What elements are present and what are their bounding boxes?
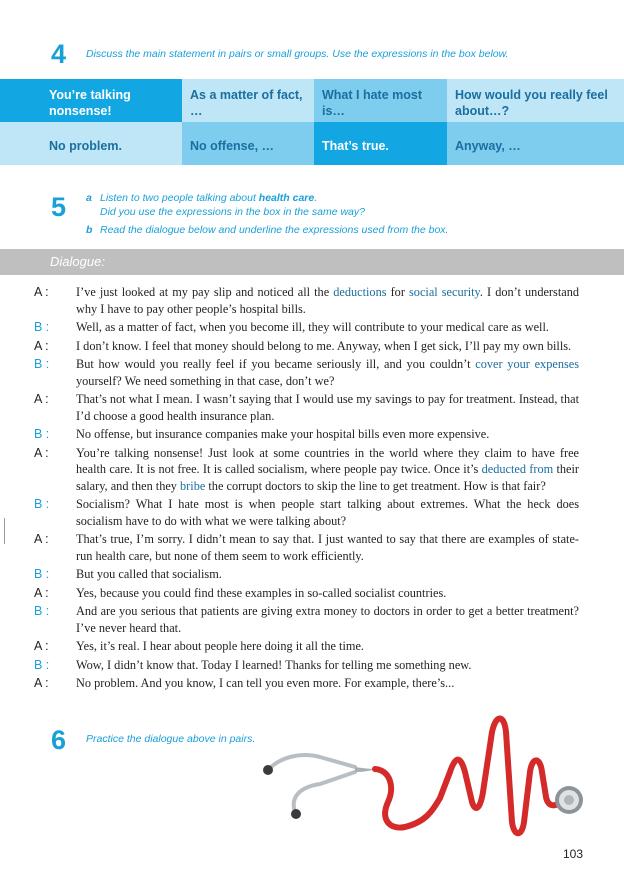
dialogue-line	[34, 657, 579, 674]
dialogue-fragment: Yes, it’s real. I hear about people here doing it all the time.	[76, 639, 364, 653]
instruction-text: Listen to two people talking about	[100, 192, 259, 204]
dialogue-text-line	[76, 496, 579, 529]
dialogue-line	[34, 566, 579, 583]
vocabulary-term: social security	[409, 285, 480, 299]
dialogue-line	[34, 675, 579, 692]
dialogue-text-line	[76, 603, 579, 636]
dialogue-text-line	[76, 585, 579, 602]
section-4-instruction: Discuss the main statement in pairs or small groups. Use the expressions in the box below.	[86, 48, 509, 60]
expression-cell: You’re talking nonsense!	[0, 79, 182, 122]
expression-cell: Anyway, …	[447, 122, 624, 165]
dialogue-line	[34, 531, 579, 564]
dialogue-line	[34, 391, 579, 424]
instruction-b	[86, 223, 448, 237]
section-6-instruction: Practice the dialogue above in pairs.	[86, 733, 256, 745]
dialogue-fragment: Wow, I didn’t know that. Today I learned! Thanks for telling me something new.	[76, 657, 472, 672]
speaker-label: B :	[34, 320, 50, 334]
dialogue-fragment: That’s not what I mean. I wasn’t saying that I would use my savings to pay for treatment. Instead, that I’d choose a good health insurance plan.	[76, 392, 579, 423]
vocabulary-term: cover your expenses	[475, 357, 579, 371]
instruction-a-continued	[86, 205, 448, 219]
expression-cell: How would you really feel about…?	[447, 79, 624, 122]
dialogue-line	[34, 603, 579, 636]
dialogue-fragment: That’s true, I’m sorry. I didn’t mean to say that. I just wanted to say that there are examples of state-run health care, but none of them seem to work efficiently.	[76, 532, 579, 563]
dialogue-text-line	[76, 566, 579, 583]
dialogue-text-line	[76, 531, 579, 564]
dialogue-fragment: the corrupt doctors to skip the line to get treatment. How is that fair?	[205, 478, 546, 493]
dialogue-fragment: I’ve just looked at my pay slip and noticed all the	[76, 285, 334, 299]
dialogue-fragment: You’re talking nonsense! Just look at some countries in the world where they claim to have free health care. It is not free. It is called socialism, where people pay twice. Once it’s	[76, 445, 579, 476]
dialogue-text	[34, 284, 579, 694]
section-number-6: 6	[51, 725, 67, 755]
dialogue-fragment: And are you serious that patients are giving extra money to doctors in order to get a better treatment? I’ve never heard that.	[76, 604, 579, 635]
instruction-a	[86, 191, 448, 205]
dialogue-line	[34, 496, 579, 529]
dialogue-text-line	[76, 338, 579, 355]
speaker-label: B :	[34, 357, 50, 371]
section-5-instructions	[86, 191, 448, 237]
dialogue-text-line	[76, 638, 579, 655]
dialogue-line	[34, 585, 579, 602]
expression-cell: As a matter of fact, …	[182, 79, 314, 122]
dialogue-label: Dialogue:	[50, 254, 105, 269]
dialogue-text-line	[76, 657, 579, 674]
speaker-label: B :	[34, 604, 50, 618]
speaker-label: A :	[34, 285, 49, 299]
section-number-5: 5	[51, 192, 67, 222]
dialogue-text-line	[76, 284, 579, 317]
stethoscope-heartbeat-icon	[260, 712, 590, 847]
dialogue-line	[34, 319, 579, 336]
dialogue-line	[34, 338, 579, 355]
instruction-text: .	[314, 192, 318, 204]
dialogue-fragment: for	[386, 285, 410, 299]
dialogue-line	[34, 638, 579, 655]
expression-cell: What I hate most is…	[314, 79, 447, 122]
dialogue-fragment: . I don’t understand why I have to pay other people’s hospital bills.	[76, 285, 579, 316]
dialogue-header-bar	[0, 249, 624, 275]
instruction-bold: health care	[258, 192, 315, 204]
speaker-label: A :	[34, 532, 49, 546]
vocabulary-term: deducted from	[481, 462, 554, 476]
speaker-label: B :	[34, 657, 50, 672]
dialogue-line	[34, 356, 579, 389]
section-number-4: 4	[51, 39, 67, 69]
speaker-label: B :	[34, 497, 50, 511]
speaker-label: A :	[34, 639, 49, 653]
dialogue-fragment: But you called that socialism.	[76, 567, 222, 581]
dialogue-fragment: Socialism? What I hate most is when people start talking about extremes. What the heck does socialism have to do with what we were talking about?	[76, 497, 579, 528]
expressions-box	[0, 79, 624, 165]
dialogue-text-line	[76, 319, 579, 336]
dialogue-fragment: yourself? We need something in that case, don’t we?	[76, 373, 335, 388]
margin-mark	[4, 518, 5, 544]
dialogue-fragment: No offense, but insurance companies make your hospital bills even more expensive.	[76, 427, 490, 441]
dialogue-text-line	[76, 445, 579, 495]
dialogue-line	[34, 284, 579, 317]
dialogue-fragment: But how would you really feel if you became seriously ill, and you couldn’t	[76, 357, 476, 371]
dialogue-fragment: Yes, because you could find these examples in so-called socialist countries.	[76, 585, 447, 600]
speaker-label: B :	[34, 427, 50, 441]
speaker-label: A :	[34, 445, 49, 460]
dialogue-fragment: Well, as a matter of fact, when you become ill, they will contribute to your medical care as well.	[76, 320, 549, 334]
dialogue-text-line	[76, 391, 579, 424]
vocabulary-term: bribe	[180, 478, 206, 493]
speaker-label: A :	[34, 676, 49, 690]
instruction-letter: b	[86, 224, 93, 236]
page-number: 103	[563, 847, 584, 861]
dialogue-fragment: No problem. And you know, I can tell you even more. For example, there’s...	[76, 676, 455, 690]
dialogue-fragment: I don’t know. I feel that money should belong to me. Anyway, when I get sick, I’ll pay my own bills.	[76, 338, 572, 353]
speaker-label: A :	[34, 585, 49, 600]
expressions-row	[0, 122, 624, 165]
dialogue-text-line	[76, 426, 579, 443]
expressions-row	[0, 79, 624, 122]
speaker-label: B :	[34, 567, 50, 581]
speaker-label: A :	[34, 392, 49, 406]
dialogue-fragment: their salary, and then they	[76, 462, 579, 493]
instruction-text: Read the dialogue below and underline the expressions used from the box.	[100, 224, 449, 236]
vocabulary-term: deductions	[333, 285, 387, 299]
expression-cell: No offense, …	[182, 122, 314, 165]
instruction-letter: a	[86, 192, 92, 204]
dialogue-line	[34, 426, 579, 443]
expression-cell: No problem.	[0, 122, 182, 165]
dialogue-text-line	[76, 675, 579, 692]
dialogue-line	[34, 445, 579, 495]
speaker-label: A :	[34, 338, 49, 353]
expression-cell: That’s true.	[314, 122, 447, 165]
dialogue-text-line	[76, 356, 579, 389]
instruction-text: Did you use the expressions in the box in the same way?	[100, 206, 365, 218]
